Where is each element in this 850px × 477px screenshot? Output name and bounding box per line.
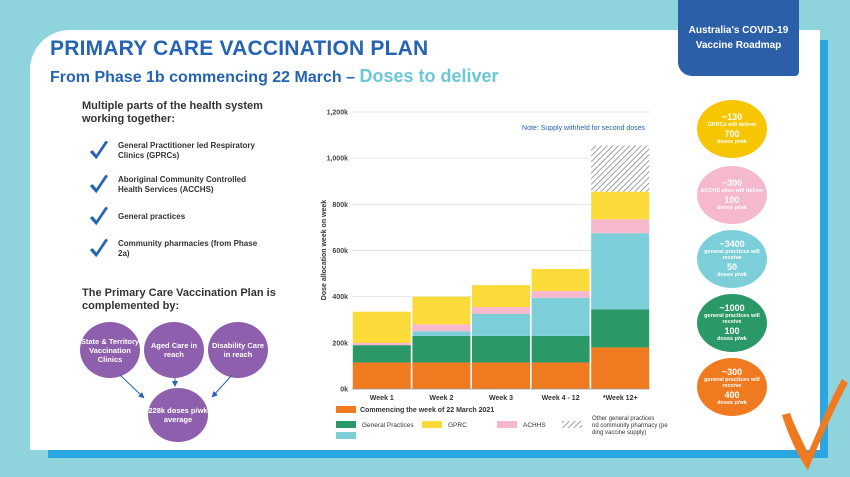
bubble-total-doses: 228k doses p/wk average	[148, 388, 208, 442]
subtitle-main: From Phase 1b commencing 22 March –	[50, 69, 355, 86]
stat-circle	[697, 100, 767, 158]
bar-segment-hatched	[591, 145, 649, 191]
bar-segment-green	[353, 345, 411, 362]
stat-desc: general practices will receive	[704, 248, 760, 262]
stat-unit: doses p/wk	[717, 271, 747, 278]
stat-circle	[697, 230, 767, 288]
page-title: PRIMARY CARE VACCINATION PLAN	[50, 37, 429, 60]
bubble-disability-care: Disability Care in reach	[208, 322, 268, 378]
legend-swatch-green	[336, 421, 356, 428]
stat-doses: 100	[724, 194, 740, 205]
chart-xtick-label: Week 2	[429, 395, 454, 402]
bar-segment-teal	[532, 298, 590, 336]
stat-desc: general practices will receive	[704, 376, 760, 390]
chart-xtick-label: Week 3	[489, 395, 513, 402]
legend-swatch-teal	[336, 432, 356, 439]
subtitle-accent: Doses to deliver	[359, 66, 499, 86]
legend-label-achhs: ACHHS	[523, 422, 546, 429]
stat-unit: doses p/wk	[717, 399, 747, 406]
stat-count: ~1000	[719, 302, 745, 313]
bar-segment-yellow	[472, 285, 530, 307]
checklist-label: Aboriginal Community Controlled Health Services (ACCHS)	[118, 175, 246, 194]
chart-ytick-label: 600k	[332, 248, 348, 255]
stat-circle	[697, 166, 767, 224]
chart-note: Note: Supply withheld for second doses	[522, 125, 645, 132]
bubble-aged-care: Aged Care in reach	[144, 322, 204, 378]
legend-swatch-gprc	[422, 421, 442, 428]
chart-legend-caption: Commencing the week of 22 March 2021	[360, 407, 495, 414]
complemented-heading: The Primary Care Vaccination Plan is complemented by:	[82, 287, 276, 312]
roadmap-line1: Australia's COVID-19	[688, 25, 789, 36]
bar-segment-green	[532, 336, 590, 363]
legend-swatch-other	[562, 421, 582, 428]
bubble-state-clinics: State & Territory Vaccination Clinics	[80, 322, 140, 378]
stat-desc: general practices will receive	[704, 312, 760, 326]
bar-segment-teal	[412, 331, 470, 336]
stat-desc: GPRCs will deliver	[707, 122, 757, 128]
bar-segment-yellow	[591, 192, 649, 220]
chart-ytick-label: 1,200k	[326, 109, 348, 117]
stat-doses: 100	[724, 325, 740, 336]
stat-doses: 400	[724, 389, 740, 400]
chart-ylabel: Dose allocation week on week	[321, 199, 328, 301]
stat-count: ~130	[721, 112, 743, 122]
legend-swatch-orange	[336, 406, 356, 413]
checklist-label: Community pharmacies (from Phase 2a)	[118, 239, 258, 258]
bar-segment-orange	[412, 362, 470, 389]
intro-heading: Multiple parts of the health system working together:	[82, 100, 263, 125]
brand-tick-icon	[778, 375, 850, 477]
bar-segment-orange	[472, 362, 530, 389]
bar-segment-teal	[472, 314, 530, 336]
stat-unit: doses p/wk	[717, 335, 747, 342]
bar-segment-yellow	[353, 312, 411, 343]
bar-segment-yellow	[532, 269, 590, 291]
bar-segment-orange	[591, 347, 649, 389]
stat-unit: doses p/wk	[717, 204, 747, 211]
legend-label-other: Other general practices nd community pharmacy (pe ding vaccine supply)	[592, 416, 668, 436]
chart-xtick-label: Week 4 - 12	[541, 395, 580, 402]
chart-ytick-label: 400k	[332, 294, 348, 302]
stat-circle	[697, 358, 767, 416]
stat-unit: doses p/wk	[717, 138, 747, 145]
bar-segment-orange	[532, 362, 590, 389]
bar-segment-green	[591, 309, 649, 347]
chart-ytick-label: 800k	[332, 201, 348, 209]
bar-segment-pink	[353, 343, 411, 345]
bar-segment-teal	[591, 233, 649, 309]
checklist-label: General Practitioner led Respiratory Clinics (GPRCs)	[118, 141, 255, 160]
bar-segment-pink	[591, 219, 649, 233]
stat-count: ~300	[721, 366, 743, 377]
stat-doses: 700	[724, 128, 740, 139]
chart-xtick-label: *Week 12+	[602, 395, 638, 402]
chart-ytick-label: 1,000k	[326, 155, 348, 163]
bar-segment-pink	[412, 324, 470, 331]
roadmap-line2: Vaccine Roadmap	[695, 40, 782, 51]
chart-ytick-label: 0k	[340, 386, 348, 394]
stat-doses: 50	[726, 261, 737, 272]
legend-swatch-achhs	[497, 421, 517, 428]
bar-segment-pink	[532, 291, 590, 298]
stat-desc: ACCHS sites will deliver	[700, 188, 764, 194]
bar-segment-pink	[472, 307, 530, 314]
bar-segment-green	[412, 336, 470, 363]
bar-segment-orange	[353, 362, 411, 389]
bar-segment-yellow	[412, 297, 470, 325]
chart-xtick-label: Week 1	[369, 395, 394, 402]
stat-count: ~3400	[719, 238, 745, 249]
stat-count: ~300	[721, 178, 743, 188]
checklist-label: General practices	[118, 212, 186, 221]
bar-segment-green	[472, 336, 530, 363]
legend-label-gprc: GPRC	[448, 422, 467, 429]
chart-ytick-label: 200k	[332, 340, 348, 348]
legend-label-general-practices: General Practices	[362, 422, 414, 429]
stat-circle	[697, 294, 767, 352]
